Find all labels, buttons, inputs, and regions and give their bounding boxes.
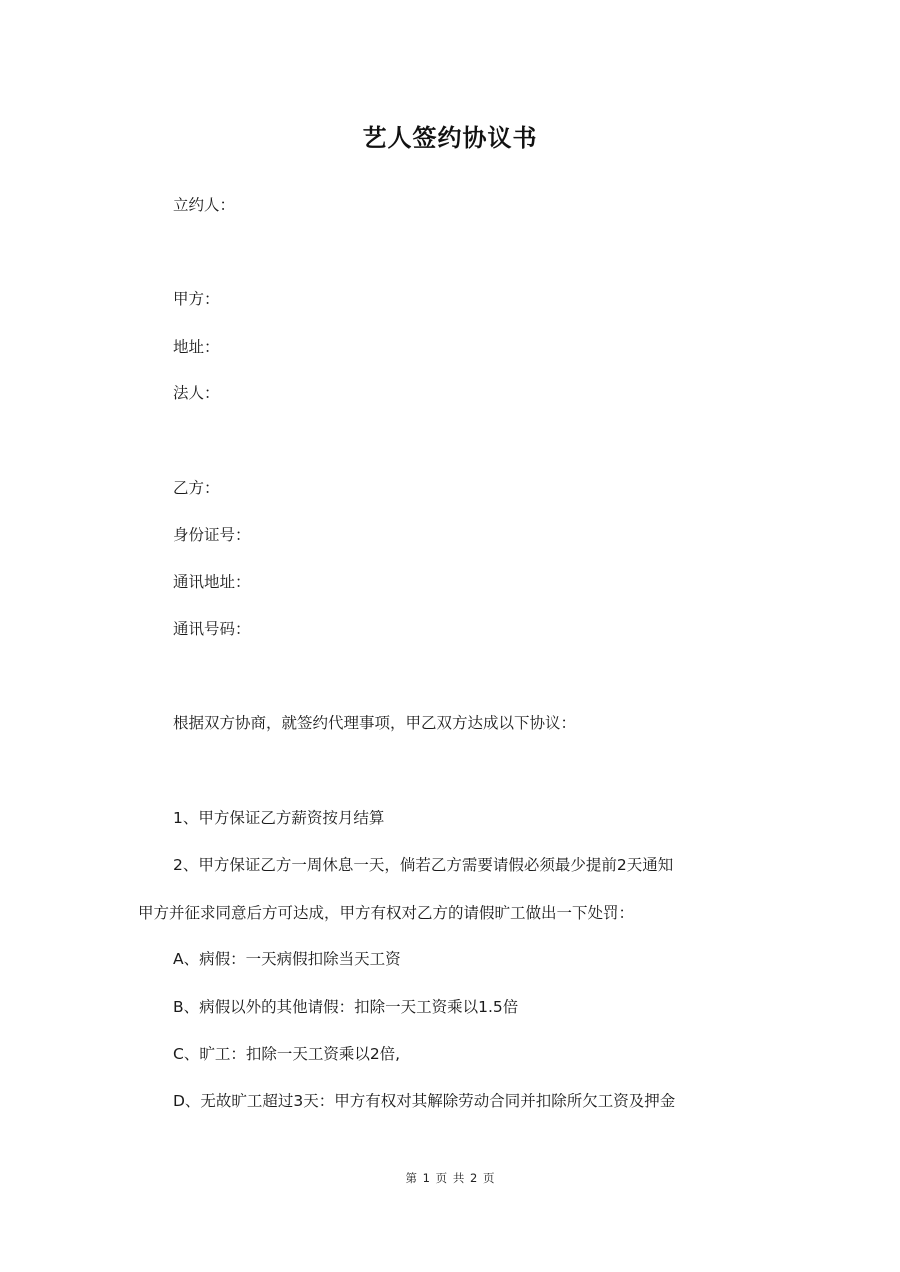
party-b-mailing-address: 通讯地址： (173, 573, 251, 591)
clause-b: B、病假以外的其他请假：扣除一天工资乘以1.5倍 (173, 998, 519, 1016)
party-label: 立约人： (173, 196, 236, 214)
clause-c: C、旷工：扣除一天工资乘以2倍, (173, 1045, 401, 1063)
party-a-label: 甲方： (173, 290, 220, 308)
party-b-phone: 通讯号码： (173, 620, 251, 638)
party-a-address: 地址： (173, 338, 220, 356)
clause-2-line-1: 2、甲方保证乙方一周休息一天，倘若乙方需要请假必须最少提前2天通知 (173, 856, 674, 874)
clause-d: D、无故旷工超过3天：甲方有权对其解除劳动合同并扣除所欠工资及押金 (173, 1092, 676, 1110)
party-b-label: 乙方： (173, 479, 220, 497)
party-a-legal-person: 法人： (173, 384, 220, 402)
clause-a: A、病假：一天病假扣除当天工资 (173, 950, 401, 968)
clause-1: 1、甲方保证乙方薪资按月结算 (173, 809, 385, 827)
page-footer: 第 1 页 共 2 页 (405, 1171, 495, 1185)
page-title: 艺人签约协议书 (362, 124, 538, 152)
clause-2-line-2: 甲方并征求同意后方可达成，甲方有权对乙方的请假旷工做出一下处罚： (138, 904, 635, 922)
preamble: 根据双方协商，就签约代理事项，甲乙双方达成以下协议： (173, 714, 577, 732)
party-b-id-number: 身份证号： (173, 526, 251, 544)
